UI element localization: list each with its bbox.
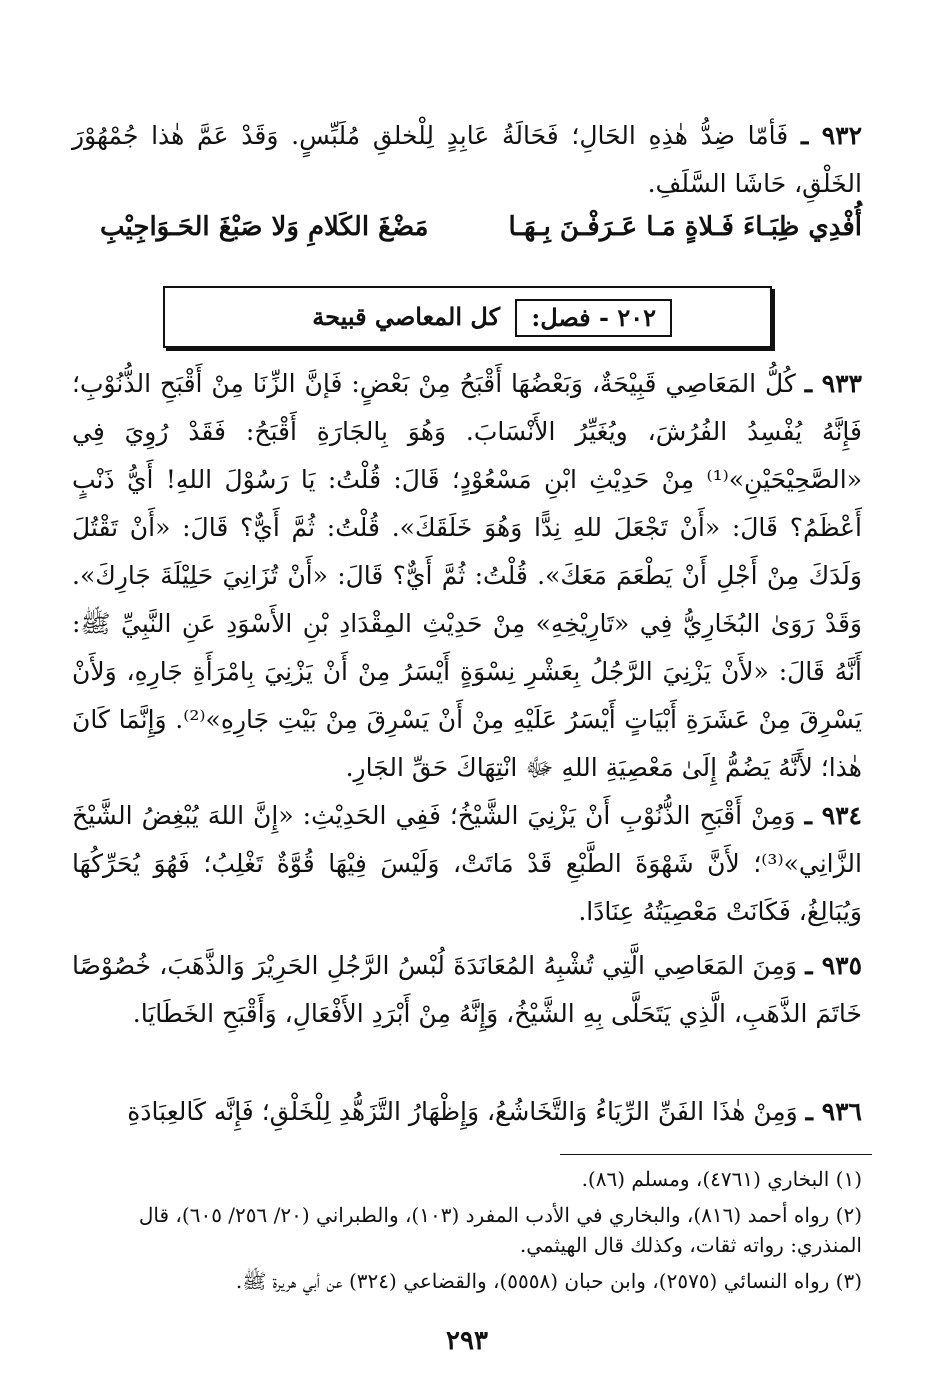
section-title: كل المعاصي قبيحة [312, 302, 500, 331]
poetry-verse [100, 212, 862, 258]
footnote-2: (٢) رواه أحمد (٨١٦)، والبخاري في الأدب المفرد (١٠٣)، والطبراني (٢٠/ ٢٥٦/ ٦٠٥)، قال المنذري: رواته ثقات، وكذلك قال الهيثمي. [138, 1203, 862, 1257]
paragraph-number: ٩٣٢ ـ [800, 121, 863, 150]
paragraph-934 [72, 792, 862, 936]
footnote-3: (٣) رواه النسائي (٢٥٧٥)، وابن حبان (٥٥٥٨)، والقضاعي (٣٢٤) عن أبي هريرة ﷺ. [235, 1269, 862, 1293]
section-label: ٢٠٢ - فصل: [515, 299, 672, 337]
paragraph-932 [72, 112, 862, 208]
paragraph-text: وَمِنْ هٰذَا الفَنِّ الرِّيَاءُ وَالتَّخَاشُعُ، وَإِظْهَارُ التَّزَهُّدِ لِلْخَلْقِ؛ فَإِنَّه كَالعِبَادَةِ [127, 1097, 798, 1126]
paragraph-number: ٩٣٦ ـ [805, 1097, 862, 1126]
paragraph-935 [72, 942, 862, 1038]
verse-hemistich-first: أُفْدِي ظِبَـاءَ فَـلاةٍ مَـا عَـرَفْـنَ بِـهَـا [508, 212, 862, 242]
section-heading-box [163, 286, 772, 348]
paragraph-text: وَمِنْ أَقْبَحِ الذُّنُوْبِ أَنْ يَزْنِيَ الشَّيْخُ؛ فَفِي الحَدِيْثِ: «إِنَّ اللهَ يُبْغِضُ الشَّيْخَ الزَّانِي»⁽³⁾؛ لأَنَّ شَهْوَةَ الطَّبْعِ قَدْ مَاتَتْ، وَلَيْسَ فِيْهَا قُوَّةٌ تَغْلِبُ؛ فَهُوَ يُحَرِّكُهَا وَيُبَالِغُ، فَكَانَتْ مَعْصِيَتُهُ عِنَادًا. [72, 801, 862, 926]
verse-hemistich-second: مَضْغَ الكَلامِ وَلا صَبْغَ الحَـوَاجِيْبِ [100, 212, 429, 242]
paragraph-933 [72, 360, 862, 792]
paragraph-text: كُلُّ المَعَاصِي قَبِيْحَةٌ، وَبَعْضُهَا أَقْبَحُ مِنْ بَعْضٍ: فَإنَّ الزِّنَا مِنْ أَقْبَحِ الذُّنُوْبِ؛ فَإِنَّهُ يُفْسِدُ الفُرُشَ، ويُغَيِّرُ الأَنْسَابَ. وَهُوَ بِالجَارَةِ أَقْبَحُ: فَقَدْ رُوِيَ فِي «الصَّحِيْحَيْنِ»⁽¹⁾ مِنْ حَدِيْثِ ابْنِ مَسْعُوْدٍ؛ قَالَ: قُلْتُ: يَا رَسُوْلَ اللهِ! أَيُّ ذَنْبٍ أَعْظَمُ؟ قَالَ: «أَنْ تَجْعَلَ للهِ نِدًّا وَهُوَ خَلَقَكَ». قُلْتُ: ثُمَّ أَيٌّ؟ قَالَ: «أَنْ تَقْتُلَ وَلَدَكَ مِنْ أَجْلِ أَنْ يَطْعَمَ مَعَكَ». قُلْتُ: ثُمَّ أَيٌّ؟ قَالَ: «أَنْ تُزَانِيَ حَلِيْلَةَ جَارِكَ». وَقَدْ رَوَىٰ البُخَارِيُّ فِي «تَارِيْخِهِ» مِنْ حَدِيْثِ المِقْدَادِ بْنِ الأَسْوَدِ عَنِ النَّبِيِّ ﷺ: أَنَّهُ قَالَ: «لأَنْ يَزْنِيَ الرَّجُلُ بِعَشْرِ نِسْوَةٍ أَيْسَرُ مِنْ أَنْ يَزْنِيَ بِامْرَأَةِ جَارِهِ، وَلأَنْ يَسْرِقَ مِنْ عَشَرَةِ أَبْيَاتٍ أَيْسَرُ عَلَيْهِ مِنْ أَنْ يَسْرِقَ مِنْ بَيْتِ جَارِهِ»⁽²⁾. وَإِنَّمَا كَانَ هٰذا؛ لأَنَّهُ يَضُمُّ إِلَىٰ مَعْصِيَةِ اللهِ ﷻ انْتِهَاكَ حَقِّ الجَارِ. [72, 369, 863, 782]
paragraph-936 [72, 1088, 862, 1136]
paragraph-number: ٩٣٥ ـ [805, 951, 863, 980]
paragraph-number: ٩٣٤ ـ [804, 801, 862, 830]
paragraph-text: وَمِنَ المَعَاصِي الَّتِي تُشْبِهُ المُعَانَدَةَ لُبْسُ الرَّجُلِ الحَرِيْرَ وَالذَّهَبَ، خُصُوْصًا خَاتَمَ الذَّهَبِ، الَّذِي يَتَحَلَّى بِهِ الشَّيْخُ، وَإِنَّهُ مِنْ أَبْرَدِ الأَفْعَالِ، وَأَقْبَحِ الخَطَايَا. [72, 951, 862, 1028]
paragraph-number: ٩٣٣ ـ [804, 369, 862, 398]
footnote-1: (١) البخاري (٤٧٦١)، ومسلم (٨٦). [581, 1167, 862, 1191]
paragraph-text: فَأمّا ضِدُّ هٰذِهِ الحَالِ؛ فَحَالَةُ عَابِدٍ لِلْخلقِ مُلَبِّسٍ. وَقَدْ عَمَّ هٰذا جُمْهُوْرَ الخَلْقِ، حَاشَا السَّلَفِ. [72, 121, 862, 198]
page-number: ٢٩٣ [446, 1326, 488, 1356]
footnote-separator [560, 1154, 872, 1155]
